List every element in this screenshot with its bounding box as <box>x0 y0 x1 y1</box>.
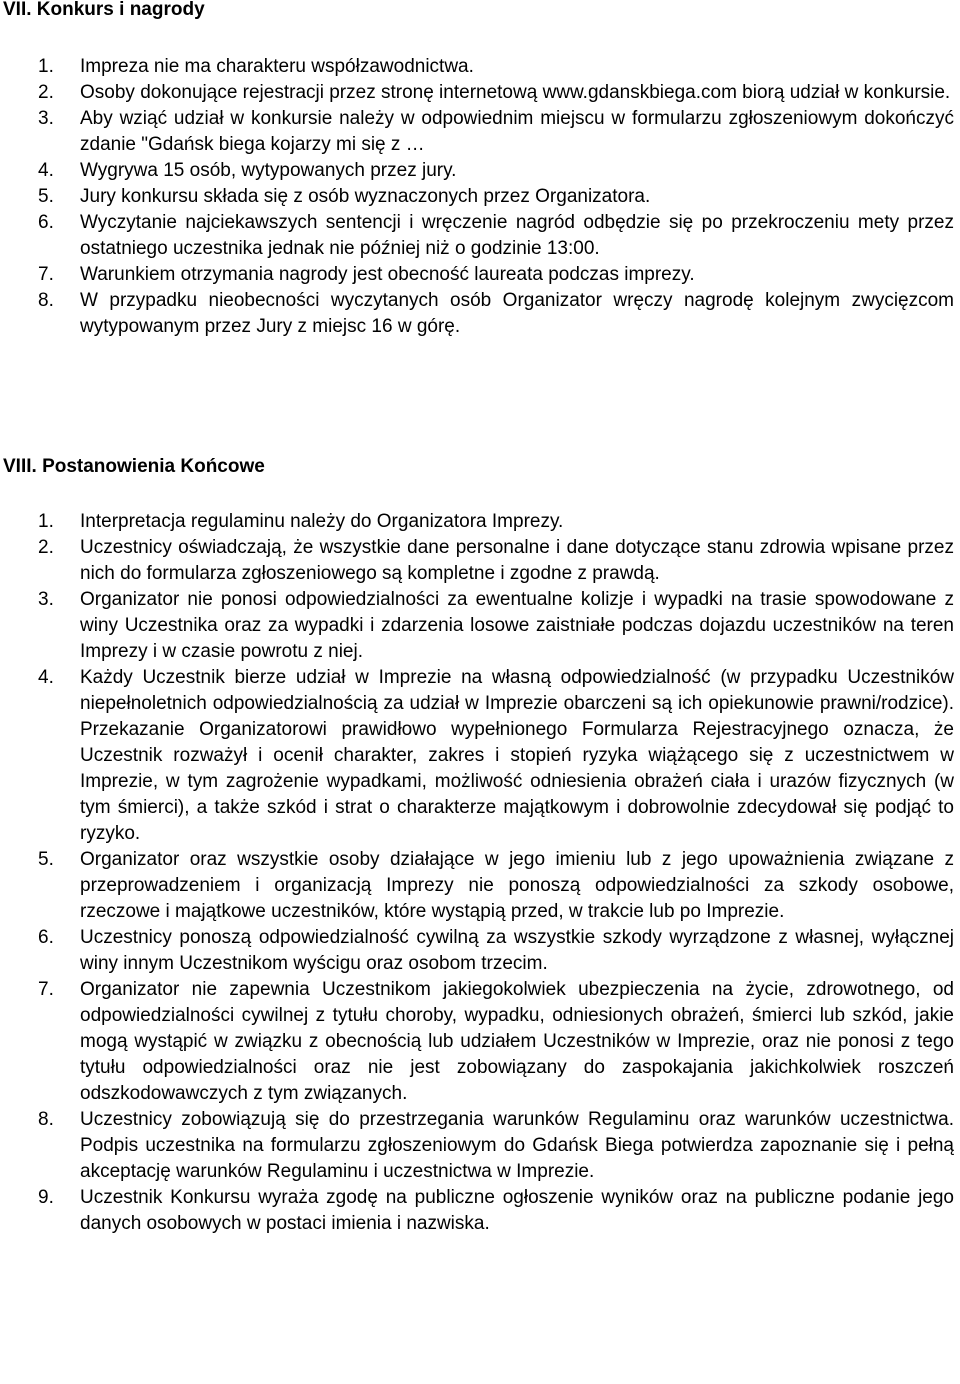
list-item <box>0 106 954 158</box>
section-viii-list <box>0 509 954 1237</box>
list-item <box>0 1107 954 1185</box>
list-item <box>0 184 954 210</box>
list-item-text: Uczestnicy zobowiązują się do przestrzegania warunków Regulaminu oraz warunków uczestnictwa. Podpis uczestnika na formularzu zgłoszeniowym do Gdańsk Biega potwierdza zapoznanie się i pełną akceptację warunków Regulaminu i uczestnictwa w Imprezie. <box>80 1109 954 1182</box>
list-item-number: 1. <box>38 56 54 77</box>
list-item-text: Aby wziąć udział w konkursie należy w odpowiednim miejscu w formularzu zgłoszeniowym dokończyć zdanie "Gdańsk biega kojarzy mi się z … <box>80 108 954 155</box>
list-item-number: 4. <box>38 667 54 688</box>
list-item <box>0 158 954 184</box>
list-item-text: W przypadku nieobecności wyczytanych osób Organizator wręczy nagrodę kolejnym zwycięzcom wytypowanym przez Jury z miejsc 16 w górę. <box>80 290 954 337</box>
list-item-number: 3. <box>38 589 54 610</box>
list-item-number: 1. <box>38 511 54 532</box>
list-item-text: Uczestnicy oświadczają, że wszystkie dane personalne i dane dotyczące stanu zdrowia wpisane przez nich do formularza zgłoszeniowego są kompletne i zgodne z prawdą. <box>80 537 954 584</box>
list-item-text: Osoby dokonujące rejestracji przez stronę internetową www.gdanskbiega.com biorą udział w konkursie. <box>80 82 951 103</box>
list-item-text: Wyczytanie najciekawszych sentencji i wręczenie nagród odbędzie się po przekroczeniu mety przez ostatniego uczestnika jednak nie później niż o godzinie 13:00. <box>80 212 954 259</box>
list-item-text: Uczestnicy ponoszą odpowiedzialność cywilną za wszystkie szkody wyrządzone z własnej, wyłącznej winy innym Uczestnikom wyścigu oraz osobom trzecim. <box>80 927 954 974</box>
list-item-number: 7. <box>38 979 54 1000</box>
list-item <box>0 847 954 925</box>
list-item <box>0 665 954 847</box>
list-item <box>0 54 954 80</box>
list-item-text: Każdy Uczestnik bierze udział w Imprezie na własną odpowiedzialność (w przypadku Uczestników niepełnoletnich odpowiedzialnością za udział w Imprezie obarczeni są ich opiekunowie prawni/rodzice). Przekazanie Organizatorowi prawidłowo wypełnionego Formularza Rejestracyjnego oznacza, że Uczestnik rozważył i ocenił charakter, zakres i stopień ryzyka wiążącego się z uczestnictwem w Imprezie, w tym zagrożenie wypadkami, możliwość odniesienia obrażeń ciała i urazów fizycznych (w tym śmierci), a także szkód i strat o charakterze majątkowym i dobrowolnie zdecydował się podjąć to ryzyko. <box>80 667 954 844</box>
list-item <box>0 509 954 535</box>
list-item-text: Wygrywa 15 osób, wytypowanych przez jury. <box>80 160 457 181</box>
list-item <box>0 587 954 665</box>
section-vii-list <box>0 54 954 340</box>
list-item <box>0 535 954 587</box>
list-item <box>0 80 954 106</box>
list-item-text: Organizator nie zapewnia Uczestnikom jakiegokolwiek ubezpieczenia na życie, zdrowotnego, od odpowiedzialności cywilnej z tytułu choroby, wypadku, odniesionych obrażeń, śmierci lub szkód, jakie mogą wystąpić w związku z obecnością lub udziałem Uczestników w Imprezie, oraz nie ponosi z tego tytułu odpowiedzialności oraz nie jest zobowiązany do zaspokajania jakichkolwiek roszczeń odszkodowawczych z tym związanych. <box>80 979 954 1104</box>
list-item-number: 6. <box>38 212 54 233</box>
list-item-number: 9. <box>38 1187 54 1208</box>
list-item-number: 7. <box>38 264 54 285</box>
list-item-number: 8. <box>38 1109 54 1130</box>
list-item-text: Uczestnik Konkursu wyraża zgodę na publiczne ogłoszenie wyników oraz na publiczne podanie jego danych osobowych w postaci imienia i nazwiska. <box>80 1187 954 1234</box>
list-item-number: 8. <box>38 290 54 311</box>
list-item <box>0 262 954 288</box>
list-item <box>0 210 954 262</box>
list-item-text: Warunkiem otrzymania nagrody jest obecność laureata podczas imprezy. <box>80 264 695 285</box>
list-item-number: 2. <box>38 82 54 103</box>
list-item-number: 5. <box>38 186 54 207</box>
section-viii-heading: VIII. Postanowienia Końcowe <box>3 456 265 477</box>
list-item-number: 4. <box>38 160 54 181</box>
list-item-text: Jury konkursu składa się z osób wyznaczonych przez Organizatora. <box>80 186 651 207</box>
list-item-text: Organizator nie ponosi odpowiedzialności za ewentualne kolizje i wypadki na trasie spowodowane z winy Uczestnika oraz za wypadki i zdarzenia losowe zaistniałe podczas dojazdu uczestników na teren Imprezy i w czasie powrotu z niej. <box>80 589 954 662</box>
list-item-number: 5. <box>38 849 54 870</box>
list-item <box>0 1185 954 1237</box>
list-item <box>0 977 954 1107</box>
list-item-number: 6. <box>38 927 54 948</box>
list-item-number: 2. <box>38 537 54 558</box>
list-item <box>0 925 954 977</box>
list-item-number: 3. <box>38 108 54 129</box>
list-item-text: Interpretacja regulaminu należy do Organizatora Imprezy. <box>80 511 564 532</box>
section-vii-heading: VII. Konkurs i nagrody <box>3 0 205 20</box>
list-item-text: Organizator oraz wszystkie osoby działające w jego imieniu lub z jego upoważnienia związane z przeprowadzeniem i organizacją Imprezy nie ponoszą odpowiedzialności za szkody osobowe, rzeczowe i majątkowe uczestników, które wystąpią przed, w trakcie lub po Imprezie. <box>80 849 954 922</box>
list-item <box>0 288 954 340</box>
list-item-text: Impreza nie ma charakteru współzawodnictwa. <box>80 56 474 77</box>
